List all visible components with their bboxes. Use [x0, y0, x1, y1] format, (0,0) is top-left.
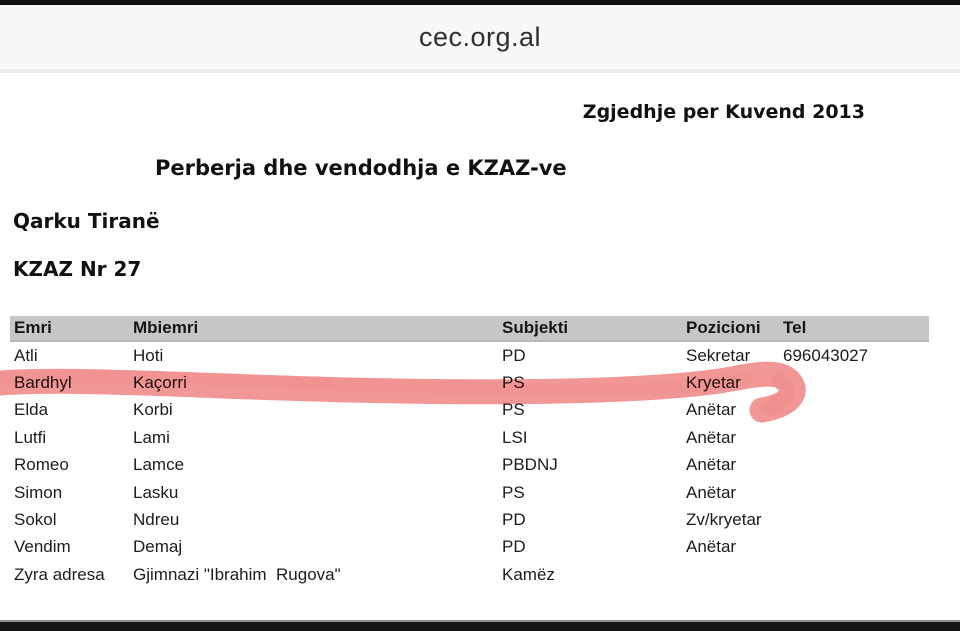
table-row — [10, 424, 929, 451]
bottom-window-bar — [0, 620, 960, 631]
table-cell: PD — [502, 537, 526, 557]
table-cell: Sekretar — [686, 345, 751, 365]
url-text[interactable]: cec.org.al — [418, 21, 542, 52]
table-row — [10, 397, 929, 424]
table-cell: Lami — [133, 427, 170, 447]
table-cell: PD — [502, 345, 526, 365]
table-row — [10, 369, 929, 396]
table-cell: Anëtar — [686, 400, 737, 420]
table-cell: Vendim — [14, 537, 71, 557]
table-cell: Lutfi — [14, 427, 47, 447]
election-label: Zgjedhje per Kuvend 2013 — [582, 101, 865, 123]
table-cell: PS — [502, 482, 525, 502]
table-cell: Bardhyl — [14, 373, 72, 393]
table-cell: Elda — [14, 400, 49, 420]
table-cell: Gjimnazi "Ibrahim Rugova" — [133, 564, 341, 584]
table-cell: PD — [502, 510, 526, 530]
kzaz-table-body — [10, 342, 929, 589]
table-cell: PS — [502, 373, 525, 393]
table-cell: LSI — [502, 427, 528, 447]
table-row — [10, 561, 929, 588]
table-cell: Demaj — [133, 537, 183, 557]
table-row — [10, 452, 929, 479]
region-label: Qarku Tiranë — [13, 209, 160, 233]
table-cell: Romeo — [14, 455, 69, 475]
browser-url-header[interactable] — [0, 5, 960, 73]
column-header-subjekti: Subjekti — [502, 318, 569, 337]
table-cell: Kaçorri — [133, 373, 187, 393]
table-cell: 696043027 — [783, 345, 869, 365]
column-header-tel: Tel — [783, 318, 807, 337]
table-row — [10, 342, 929, 369]
table-cell: Atli — [14, 345, 38, 365]
table-cell: Simon — [14, 482, 63, 502]
column-header-emri: Emri — [14, 318, 52, 337]
table-cell: Lasku — [133, 482, 179, 502]
table-cell: Zyra adresa — [14, 564, 105, 584]
table-row — [10, 506, 929, 533]
table-cell: PBDNJ — [502, 455, 558, 475]
table-cell: Korbi — [133, 400, 173, 420]
kzaz-members-table — [10, 316, 929, 589]
kzaz-number-label: KZAZ Nr 27 — [13, 257, 142, 281]
table-header-row — [10, 316, 929, 342]
table-row — [10, 479, 929, 506]
table-cell: Anëtar — [686, 455, 737, 475]
table-row — [10, 534, 929, 561]
column-header-pozicioni: Pozicioni — [686, 318, 761, 337]
table-cell: Kamëz — [502, 564, 555, 584]
table-cell: Sokol — [14, 510, 57, 530]
table-cell: PS — [502, 400, 525, 420]
table-cell: Anëtar — [686, 427, 737, 447]
table-cell: Kryetar — [686, 373, 741, 393]
table-cell: Hoti — [133, 345, 164, 365]
table-cell: Anëtar — [686, 482, 737, 502]
page-title: Perberja dhe vendodhja e KZAZ-ve — [155, 156, 567, 180]
column-header-mbiemri: Mbiemri — [133, 318, 199, 337]
table-cell: Anëtar — [686, 537, 737, 557]
table-cell: Ndreu — [133, 510, 180, 530]
table-cell: Zv/kryetar — [686, 510, 762, 530]
table-cell: Lamce — [133, 455, 185, 475]
